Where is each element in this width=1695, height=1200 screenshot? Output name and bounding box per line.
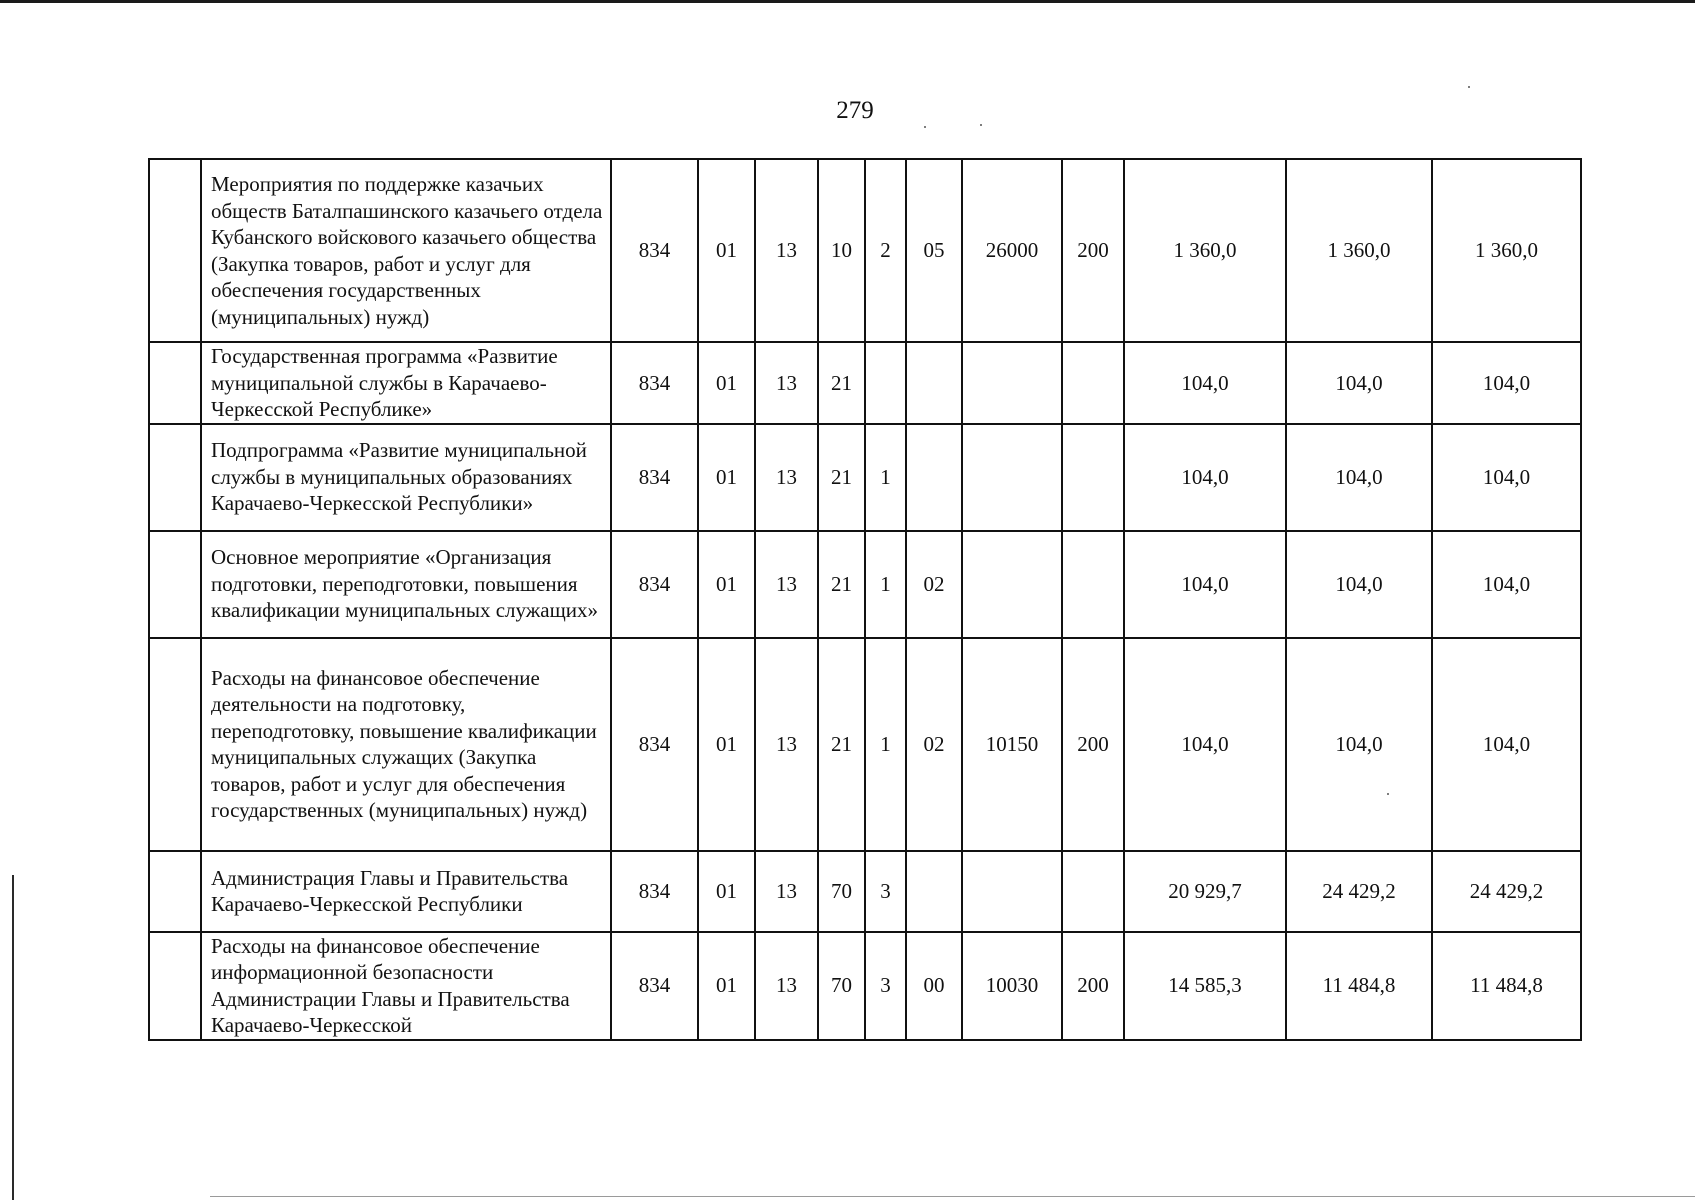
direction-code: [962, 531, 1062, 638]
ved-code: 834: [611, 851, 698, 932]
row-number-cell: [149, 638, 201, 851]
program-code: 21: [818, 638, 865, 851]
amount-year-2: 104,0: [1286, 342, 1432, 424]
section-code: 01: [698, 851, 755, 932]
amount-year-2: 104,0: [1286, 424, 1432, 531]
subsection-code: 13: [755, 638, 818, 851]
amount-year-1: 20 929,7: [1124, 851, 1286, 932]
amount-year-3: 104,0: [1432, 342, 1581, 424]
subsection-code: 13: [755, 932, 818, 1040]
amount-year-1: 104,0: [1124, 638, 1286, 851]
expense-type-code: [1062, 424, 1124, 531]
main-activity-code: 05: [906, 159, 962, 342]
amount-year-3: 11 484,8: [1432, 932, 1581, 1040]
section-code: 01: [698, 424, 755, 531]
scan-border-left: [12, 875, 14, 1200]
amount-year-3: 104,0: [1432, 424, 1581, 531]
ved-code: 834: [611, 342, 698, 424]
amount-year-2: 24 429,2: [1286, 851, 1432, 932]
scan-speck: [924, 126, 926, 128]
direction-code: [962, 342, 1062, 424]
section-code: 01: [698, 638, 755, 851]
expense-type-code: 200: [1062, 159, 1124, 342]
table-row: [149, 932, 1581, 1040]
ved-code: 834: [611, 424, 698, 531]
program-code: 10: [818, 159, 865, 342]
subprogram-code: 3: [865, 851, 906, 932]
expense-type-code: [1062, 531, 1124, 638]
section-code: 01: [698, 159, 755, 342]
amount-year-2: 104,0: [1286, 638, 1432, 851]
section-code: 01: [698, 932, 755, 1040]
expense-type-code: [1062, 851, 1124, 932]
subprogram-code: [865, 342, 906, 424]
program-code: 21: [818, 342, 865, 424]
subprogram-code: 2: [865, 159, 906, 342]
table-row: [149, 531, 1581, 638]
amount-year-3: 104,0: [1432, 531, 1581, 638]
direction-code: 26000: [962, 159, 1062, 342]
row-name: Администрация Главы и Правительства Карачаево-Черкесской Республики: [201, 851, 611, 932]
ved-code: 834: [611, 159, 698, 342]
main-activity-code: 02: [906, 638, 962, 851]
row-number-cell: [149, 342, 201, 424]
program-code: 21: [818, 531, 865, 638]
subsection-code: 13: [755, 342, 818, 424]
amount-year-1: 14 585,3: [1124, 932, 1286, 1040]
amount-year-2: 11 484,8: [1286, 932, 1432, 1040]
table-row: [149, 638, 1581, 851]
table-row: [149, 342, 1581, 424]
program-code: 70: [818, 932, 865, 1040]
amount-year-3: 1 360,0: [1432, 159, 1581, 342]
page-number: 279: [836, 97, 874, 124]
scan-speck: [1468, 86, 1470, 88]
budget-table: [148, 158, 1582, 1041]
row-name: Основное мероприятие «Организация подготовки, переподготовки, повышения квалификации муниципальных служащих»: [201, 531, 611, 638]
row-number-cell: [149, 531, 201, 638]
direction-code: [962, 851, 1062, 932]
table-row: [149, 851, 1581, 932]
row-name: Мероприятия по поддержке казачьих обществ Баталпашинского казачьего отдела Кубанского войскового казачьего общества (Закупка товаров, работ и услуг для обеспечения государственных (муниципальных) нужд): [201, 159, 611, 342]
row-name: Расходы на финансовое обеспечение информационной безопасности Администрации Главы и Правительства Карачаево-Черкесской: [201, 932, 611, 1040]
table-row: [149, 424, 1581, 531]
amount-year-1: 1 360,0: [1124, 159, 1286, 342]
ved-code: 834: [611, 638, 698, 851]
amount-year-1: 104,0: [1124, 342, 1286, 424]
amount-year-2: 104,0: [1286, 531, 1432, 638]
main-activity-code: 00: [906, 932, 962, 1040]
direction-code: 10030: [962, 932, 1062, 1040]
ved-code: 834: [611, 531, 698, 638]
main-activity-code: [906, 424, 962, 531]
amount-year-2: 1 360,0: [1286, 159, 1432, 342]
subsection-code: 13: [755, 424, 818, 531]
section-code: 01: [698, 342, 755, 424]
direction-code: [962, 424, 1062, 531]
row-name: Государственная программа «Развитие муниципальной службы в Карачаево-Черкесской Республике»: [201, 342, 611, 424]
scan-border-top: [0, 0, 1695, 3]
subprogram-code: 3: [865, 932, 906, 1040]
scan-border-bottom: [210, 1196, 1695, 1197]
section-code: 01: [698, 531, 755, 638]
subprogram-code: 1: [865, 531, 906, 638]
main-activity-code: 02: [906, 531, 962, 638]
main-activity-code: [906, 342, 962, 424]
ved-code: 834: [611, 932, 698, 1040]
row-number-cell: [149, 424, 201, 531]
expense-type-code: [1062, 342, 1124, 424]
main-activity-code: [906, 851, 962, 932]
table-row: [149, 159, 1581, 342]
direction-code: 10150: [962, 638, 1062, 851]
amount-year-1: 104,0: [1124, 424, 1286, 531]
expense-type-code: 200: [1062, 932, 1124, 1040]
subsection-code: 13: [755, 531, 818, 638]
row-number-cell: [149, 851, 201, 932]
program-code: 70: [818, 851, 865, 932]
row-number-cell: [149, 932, 201, 1040]
amount-year-3: 24 429,2: [1432, 851, 1581, 932]
row-number-cell: [149, 159, 201, 342]
amount-year-3: 104,0: [1432, 638, 1581, 851]
subprogram-code: 1: [865, 424, 906, 531]
subsection-code: 13: [755, 851, 818, 932]
program-code: 21: [818, 424, 865, 531]
subprogram-code: 1: [865, 638, 906, 851]
row-name: Подпрограмма «Развитие муниципальной службы в муниципальных образованиях Карачаево-Черкесской Республики»: [201, 424, 611, 531]
expense-type-code: 200: [1062, 638, 1124, 851]
row-name: Расходы на финансовое обеспечение деятельности на подготовку, переподготовку, повышение квалификации муниципальных служащих (Закупка товаров, работ и услуг для обеспечения государственных (муниципальных) нужд): [201, 638, 611, 851]
amount-year-1: 104,0: [1124, 531, 1286, 638]
subsection-code: 13: [755, 159, 818, 342]
